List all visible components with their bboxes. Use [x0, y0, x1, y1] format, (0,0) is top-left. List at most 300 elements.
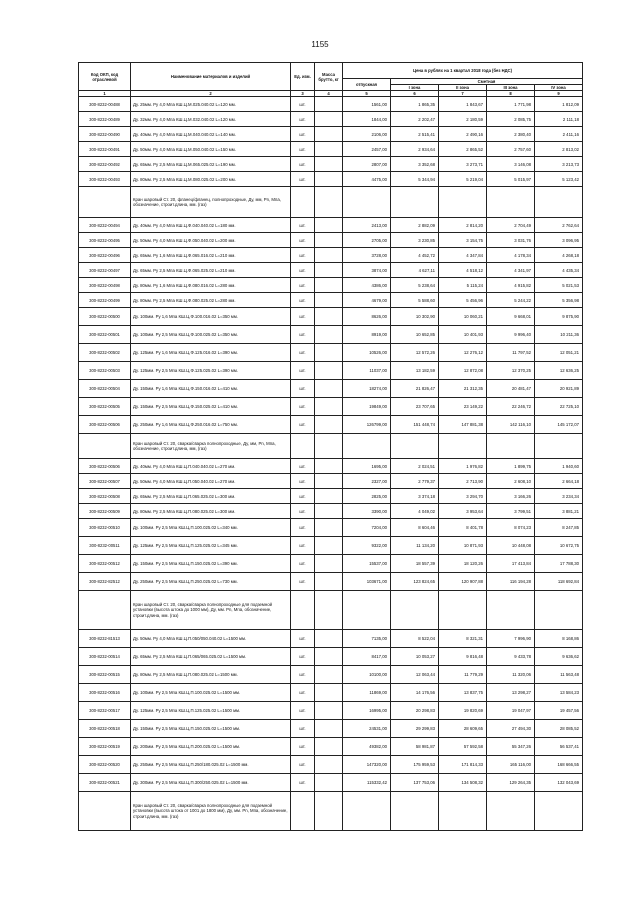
empty-cell: [391, 187, 439, 218]
section-row: [79, 434, 583, 459]
zone-1-price: 10 053,27: [391, 648, 439, 666]
zone-3-price: 142 116,10: [487, 416, 535, 434]
zone-2-price: 2 865,52: [439, 142, 487, 157]
page-number: 1155: [311, 40, 329, 49]
column-number: 4: [315, 91, 343, 97]
table-row: [79, 263, 583, 278]
empty-cell: [535, 792, 583, 831]
item-mass: [315, 519, 343, 537]
release-price: 1695,00: [343, 459, 391, 474]
item-unit: шт.: [291, 702, 315, 720]
zone-2-price: 2 180,59: [439, 112, 487, 127]
section-row: [79, 187, 583, 218]
table-row: [79, 233, 583, 248]
zone-4-price: 20 921,89: [535, 380, 583, 398]
zone-3-price: 3 799,51: [487, 504, 535, 519]
table-row: [79, 380, 583, 398]
empty-cell: [315, 591, 343, 630]
table-row: [79, 573, 583, 591]
item-mass: [315, 308, 343, 326]
item-name: Ду. 65мм. Ру 2,5 Мпа КШ.Ц.Ф.065.025.02 L=210 мм.: [131, 263, 291, 278]
release-price: 4386,00: [343, 278, 391, 293]
zone-1-price: 2 202,47: [391, 112, 439, 127]
zone-1-price: 2 779,37: [391, 474, 439, 489]
item-unit: шт.: [291, 648, 315, 666]
table-row: [79, 555, 583, 573]
zone-4-price: 12 636,25: [535, 362, 583, 380]
zone-2-price: 5 456,96: [439, 293, 487, 308]
price-table: [78, 62, 583, 831]
zone-4-price: 9 875,90: [535, 308, 583, 326]
zone-3-price: 7 996,90: [487, 630, 535, 648]
column-number: 9: [535, 91, 583, 97]
header-release-price: отпускная: [343, 79, 391, 91]
zone-3-price: 22 246,72: [487, 398, 535, 416]
item-code: 300-8232-00493: [79, 172, 131, 187]
header-code: Код ОКП, код отраслевой: [79, 63, 131, 91]
item-code: 300-8232-00488: [79, 97, 131, 112]
zone-1-price: 23 707,65: [391, 398, 439, 416]
zone-3-price: 8 074,23: [487, 519, 535, 537]
table-row: [79, 738, 583, 756]
zone-2-price: 1 976,82: [439, 459, 487, 474]
item-unit: шт.: [291, 573, 315, 591]
zone-2-price: 21 312,35: [439, 380, 487, 398]
item-name: Ду. 200мм. Ру 2,5 Мпа КШ.Ц.П.200.025.02 L=1500 мм.: [131, 738, 291, 756]
zone-1-price: 10 302,90: [391, 308, 439, 326]
item-mass: [315, 293, 343, 308]
table-row: [79, 142, 583, 157]
item-unit: шт.: [291, 263, 315, 278]
item-unit: шт.: [291, 720, 315, 738]
empty-cell: [535, 187, 583, 218]
item-mass: [315, 573, 343, 591]
zone-4-price: 2 664,18: [535, 474, 583, 489]
header-mass: Масса брутто, кг: [315, 63, 343, 91]
zone-2-price: 57 592,58: [439, 738, 487, 756]
table-row: [79, 362, 583, 380]
empty-cell: [79, 187, 131, 218]
item-name: Ду. 250мм. Ру 1,6 Мпа КШ.Ц.Ф.250.016.02 L=750 мм.: [131, 416, 291, 434]
item-code: 300-8232-00505: [79, 398, 131, 416]
table-row: [79, 127, 583, 142]
table-row: [79, 326, 583, 344]
release-price: 2106,00: [343, 127, 391, 142]
column-number: 5: [343, 91, 391, 97]
item-name: Ду. 125мм. Ру 2,5 Мпа КШ.Ц.П.125.025.02 L=1500 мм.: [131, 702, 291, 720]
item-name: Ду. 100мм. Ру 2,5 Мпа КШ.Ц.П.100.025.02 L=1500 мм.: [131, 684, 291, 702]
zone-2-price: 147 881,38: [439, 416, 487, 434]
release-price: 1844,00: [343, 112, 391, 127]
zone-4-price: 5 123,42: [535, 172, 583, 187]
item-name: Ду. 100мм. Ру 1,6 Мпа КШ.Ц.Ф.100.016.02 L=350 мм.: [131, 308, 291, 326]
zone-2-price: 120 907,88: [439, 573, 487, 591]
zone-2-price: 3 273,71: [439, 157, 487, 172]
release-price: 2457,00: [343, 142, 391, 157]
item-name: Ду. 100мм. Ру 2,5 Мпа КШ.Ц.Ф.100.025.02 L=350 мм.: [131, 326, 291, 344]
zone-1-price: 5 238,64: [391, 278, 439, 293]
column-number: 6: [391, 91, 439, 97]
zone-4-price: 19 457,56: [535, 702, 583, 720]
item-mass: [315, 666, 343, 684]
item-mass: [315, 738, 343, 756]
release-price: 3874,00: [343, 263, 391, 278]
item-name: Ду. 80мм. Ру 2,5 Мпа КШ.Ц.М.080.025.02 L=200 мм.: [131, 172, 291, 187]
item-code: 300-8232-00504: [79, 380, 131, 398]
zone-2-price: 4 347,84: [439, 248, 487, 263]
empty-cell: [343, 434, 391, 459]
item-code: 300-8232-00506: [79, 459, 131, 474]
item-code: 300-8232-00501: [79, 326, 131, 344]
item-name: Ду. 125мм. Ру 2,5 Мпа КШ.Ц.П.125.025.02 L=345 мм.: [131, 537, 291, 555]
item-name: Ду. 100мм. Ру 2,5 Мпа КШ.Ц.П.100.025.02 L=340 мм.: [131, 519, 291, 537]
zone-4-price: 8 247,85: [535, 519, 583, 537]
zone-3-price: 3 031,76: [487, 233, 535, 248]
zone-4-price: 22 725,10: [535, 398, 583, 416]
zone-4-price: 145 172,07: [535, 416, 583, 434]
item-mass: [315, 684, 343, 702]
item-name: Ду. 300мм. Ру 2,5 Мпа КШ.Ц.П.300/250.025.02 L=1500 мм.: [131, 774, 291, 792]
item-name: Ду. 80мм. Ру 2,5 Мпа КШ.Ц.П.080.025.02 L=300 мм.: [131, 504, 291, 519]
release-price: 16995,00: [343, 702, 391, 720]
zone-2-price: 28 609,65: [439, 720, 487, 738]
table-row: [79, 519, 583, 537]
zone-1-price: 123 824,65: [391, 573, 439, 591]
table-row: [79, 489, 583, 504]
item-mass: [315, 172, 343, 187]
table-row: [79, 648, 583, 666]
zone-3-price: 3 166,26: [487, 489, 535, 504]
zone-1-price: 8 604,46: [391, 519, 439, 537]
release-price: 10100,00: [343, 666, 391, 684]
zone-3-price: 9 668,01: [487, 308, 535, 326]
empty-cell: [391, 792, 439, 831]
release-price: 103671,00: [343, 573, 391, 591]
empty-cell: [343, 792, 391, 831]
zone-4-price: 28 085,52: [535, 720, 583, 738]
item-code: 300-8232-00518: [79, 720, 131, 738]
item-unit: шт.: [291, 398, 315, 416]
item-mass: [315, 702, 343, 720]
item-unit: шт.: [291, 474, 315, 489]
item-mass: [315, 474, 343, 489]
table-row: [79, 504, 583, 519]
header-estimate: Сметная: [391, 79, 583, 85]
zone-2-price: 3 294,70: [439, 489, 487, 504]
zone-4-price: 3 213,73: [535, 157, 583, 172]
release-price: 115332,42: [343, 774, 391, 792]
item-code: 300-8232-00500: [79, 308, 131, 326]
zone-3-price: 4 915,82: [487, 278, 535, 293]
item-mass: [315, 326, 343, 344]
empty-cell: [291, 591, 315, 630]
zone-4-price: 2 813,02: [535, 142, 583, 157]
zone-1-price: 151 448,74: [391, 416, 439, 434]
release-price: 2705,00: [343, 233, 391, 248]
empty-cell: [391, 434, 439, 459]
item-code: 300-8232-00492: [79, 157, 131, 172]
item-mass: [315, 157, 343, 172]
zone-1-price: 5 344,94: [391, 172, 439, 187]
zone-3-price: 27 494,30: [487, 720, 535, 738]
empty-cell: [439, 591, 487, 630]
item-unit: шт.: [291, 459, 315, 474]
zone-1-price: 1 865,35: [391, 97, 439, 112]
zone-4-price: 2 411,16: [535, 127, 583, 142]
zone-1-price: 18 557,39: [391, 555, 439, 573]
item-mass: [315, 774, 343, 792]
empty-cell: [79, 591, 131, 630]
item-unit: шт.: [291, 326, 315, 344]
item-code: 300-8232-00502: [79, 344, 131, 362]
empty-cell: [291, 187, 315, 218]
zone-4-price: 1 940,60: [535, 459, 583, 474]
item-mass: [315, 142, 343, 157]
release-price: 4475,00: [343, 172, 391, 187]
empty-cell: [79, 434, 131, 459]
release-price: 9322,00: [343, 537, 391, 555]
item-mass: [315, 278, 343, 293]
item-mass: [315, 233, 343, 248]
table-row: [79, 666, 583, 684]
item-unit: шт.: [291, 666, 315, 684]
zone-4-price: 13 584,23: [535, 684, 583, 702]
empty-cell: [315, 792, 343, 831]
empty-cell: [487, 434, 535, 459]
zone-4-price: 118 692,84: [535, 573, 583, 591]
release-price: 24531,00: [343, 720, 391, 738]
item-unit: шт.: [291, 278, 315, 293]
empty-cell: [439, 792, 487, 831]
empty-cell: [291, 792, 315, 831]
release-price: 7135,00: [343, 630, 391, 648]
zone-1-price: 12 572,26: [391, 344, 439, 362]
zone-3-price: 4 341,97: [487, 263, 535, 278]
zone-2-price: 18 120,26: [439, 555, 487, 573]
header-price-group: Цена в рублях на 1 квартал 2018 года (без НДС): [343, 63, 583, 79]
zone-2-price: 12 276,12: [439, 344, 487, 362]
table-row: [79, 344, 583, 362]
table-row: [79, 172, 583, 187]
empty-cell: [343, 591, 391, 630]
zone-3-price: 2 380,40: [487, 127, 535, 142]
column-number: 3: [291, 91, 315, 97]
header-zone-2: II зона: [439, 85, 487, 91]
table-row: [79, 97, 583, 112]
zone-2-price: 2 814,20: [439, 218, 487, 233]
zone-2-price: 11 779,29: [439, 666, 487, 684]
item-name: Ду. 80мм. Ру 2,5 Мпа КШ.Ц.Ф.080.025.02 L=280 мм.: [131, 293, 291, 308]
table-row: [79, 278, 583, 293]
table-row: [79, 459, 583, 474]
item-name: Ду. 65мм. Ру 2,5 Мпа КШ.Ц.М.065.025.02 L=190 мм.: [131, 157, 291, 172]
item-name: Ду. 50мм. Ру 4,0 Мпа КШ.Ц.Ф.050.040.02 L=200 мм.: [131, 233, 291, 248]
zone-2-price: 2 490,16: [439, 127, 487, 142]
zone-3-price: 2 757,60: [487, 142, 535, 157]
table-row: [79, 684, 583, 702]
zone-2-price: 8 321,31: [439, 630, 487, 648]
item-name: Ду. 32мм. Ру 4,0 Мпа КШ.Ц.М.032.040.02 L=120 мм.: [131, 112, 291, 127]
item-unit: шт.: [291, 308, 315, 326]
zone-1-price: 13 182,59: [391, 362, 439, 380]
section-row: [79, 591, 583, 630]
item-code: 300-8232-00519: [79, 738, 131, 756]
zone-4-price: 5 021,53: [535, 278, 583, 293]
column-number: 2: [131, 91, 291, 97]
item-mass: [315, 380, 343, 398]
zone-3-price: 12 370,25: [487, 362, 535, 380]
item-unit: шт.: [291, 684, 315, 702]
item-name: Ду. 50мм. Ру 4,0 Мпа КШ.Ц.М.050.040.02 L=150 мм.: [131, 142, 291, 157]
item-unit: шт.: [291, 172, 315, 187]
item-mass: [315, 263, 343, 278]
zone-3-price: 3 146,08: [487, 157, 535, 172]
item-mass: [315, 362, 343, 380]
empty-cell: [535, 591, 583, 630]
zone-4-price: 1 812,09: [535, 97, 583, 112]
zone-3-price: 5 015,97: [487, 172, 535, 187]
release-price: 10526,00: [343, 344, 391, 362]
table-row: [79, 537, 583, 555]
zone-3-price: 55 347,26: [487, 738, 535, 756]
release-price: 2825,00: [343, 489, 391, 504]
release-price: 2327,00: [343, 474, 391, 489]
release-price: 15537,00: [343, 555, 391, 573]
item-name: Ду. 80мм. Ру 1,6 Мпа КШ.Ц.Ф.080.016.02 L=280 мм.: [131, 278, 291, 293]
zone-4-price: 5 356,98: [535, 293, 583, 308]
item-unit: шт.: [291, 380, 315, 398]
release-price: 11037,00: [343, 362, 391, 380]
zone-2-price: 1 843,67: [439, 97, 487, 112]
release-price: 8919,00: [343, 326, 391, 344]
zone-2-price: 9 816,48: [439, 648, 487, 666]
item-name: Ду. 150мм. Ру 1,6 Мпа КШ.Ц.Ф.150.016.02 L=410 мм.: [131, 380, 291, 398]
zone-1-price: 4 049,02: [391, 504, 439, 519]
zone-3-price: 19 047,97: [487, 702, 535, 720]
item-unit: шт.: [291, 738, 315, 756]
item-unit: шт.: [291, 344, 315, 362]
zone-4-price: 168 666,55: [535, 756, 583, 774]
header-name: Наименование материалов и изделий: [131, 63, 291, 91]
item-unit: шт.: [291, 489, 315, 504]
item-code: 300-8232-00498: [79, 278, 131, 293]
zone-1-price: 175 959,53: [391, 756, 439, 774]
zone-1-price: 5 588,60: [391, 293, 439, 308]
zone-1-price: 11 134,20: [391, 537, 439, 555]
item-mass: [315, 112, 343, 127]
item-code: 300-8232-00521: [79, 774, 131, 792]
item-name: Ду. 80мм. Ру 2,5 Мпа КШ.Ц.П.080.025.02 L=1500 мм.: [131, 666, 291, 684]
zone-1-price: 14 176,56: [391, 684, 439, 702]
zone-2-price: 10 060,21: [439, 308, 487, 326]
zone-4-price: 4 268,18: [535, 248, 583, 263]
item-unit: шт.: [291, 537, 315, 555]
zone-1-price: 20 298,83: [391, 702, 439, 720]
zone-1-price: 3 230,85: [391, 233, 439, 248]
item-mass: [315, 720, 343, 738]
item-mass: [315, 97, 343, 112]
release-price: 4679,00: [343, 293, 391, 308]
item-unit: шт.: [291, 142, 315, 157]
release-price: 8417,00: [343, 648, 391, 666]
item-code: 300-8232-00496: [79, 248, 131, 263]
zone-3-price: 20 481,47: [487, 380, 535, 398]
item-mass: [315, 630, 343, 648]
table-row: [79, 630, 583, 648]
zone-2-price: 5 219,04: [439, 172, 487, 187]
item-mass: [315, 489, 343, 504]
table-row: [79, 293, 583, 308]
zone-1-price: 12 063,44: [391, 666, 439, 684]
zone-2-price: 3 953,64: [439, 504, 487, 519]
zone-4-price: 3 096,95: [535, 233, 583, 248]
item-name: Ду. 50мм. Ру 4,0 Мпа КШ.Ц.П.050.040.02 L=270 мм.: [131, 474, 291, 489]
zone-4-price: 2 762,64: [535, 218, 583, 233]
item-mass: [315, 504, 343, 519]
item-unit: шт.: [291, 555, 315, 573]
item-unit: шт.: [291, 416, 315, 434]
zone-2-price: 10 871,93: [439, 537, 487, 555]
empty-cell: [315, 434, 343, 459]
empty-cell: [439, 434, 487, 459]
item-unit: шт.: [291, 248, 315, 263]
item-name: Ду. 65мм. Ру 1,6 Мпа КШ.Ц.Ф.065.016.02 L=210 мм.: [131, 248, 291, 263]
column-number: 7: [439, 91, 487, 97]
item-name: Ду. 40мм. Ру 4,0 Мпа КШ.Ц.М.040.040.02 L=140 мм.: [131, 127, 291, 142]
release-price: 2807,00: [343, 157, 391, 172]
table-row: [79, 248, 583, 263]
item-code: 300-8232-00491: [79, 142, 131, 157]
item-code: 300-8232-81513: [79, 630, 131, 648]
item-unit: шт.: [291, 127, 315, 142]
zone-4-price: 10 211,36: [535, 326, 583, 344]
item-unit: шт.: [291, 293, 315, 308]
item-mass: [315, 416, 343, 434]
item-code: 300-8232-00517: [79, 702, 131, 720]
item-mass: [315, 127, 343, 142]
item-code: 300-8232-00512: [79, 555, 131, 573]
empty-cell: [439, 187, 487, 218]
zone-3-price: 165 116,00: [487, 756, 535, 774]
item-unit: шт.: [291, 756, 315, 774]
item-unit: шт.: [291, 218, 315, 233]
zone-4-price: 17 788,30: [535, 555, 583, 573]
zone-3-price: 2 608,10: [487, 474, 535, 489]
item-code: 300-8232-00514: [79, 648, 131, 666]
zone-3-price: 13 298,27: [487, 684, 535, 702]
item-name: Ду. 250мм. Ру 2,5 Мпа КШ.Ц.П.250.025.02 L=730 мм.: [131, 573, 291, 591]
zone-4-price: 4 435,34: [535, 263, 583, 278]
release-price: 3390,00: [343, 504, 391, 519]
zone-1-price: 21 826,47: [391, 380, 439, 398]
zone-3-price: 11 320,06: [487, 666, 535, 684]
item-unit: шт.: [291, 157, 315, 172]
zone-3-price: 4 178,34: [487, 248, 535, 263]
item-code: 300-8232-00510: [79, 519, 131, 537]
item-name: Ду. 25мм. Ру 4,0 Мпа КШ.Ц.М.025.040.02 L=120 мм.: [131, 97, 291, 112]
zone-4-price: 2 111,18: [535, 112, 583, 127]
item-name: Ду. 50мм. Ру 4,0 Мпа КШ.Ц.П.050/050.040.02 L=1500 мм.: [131, 630, 291, 648]
zone-2-price: 23 149,22: [439, 398, 487, 416]
item-code: 300-8232-00506: [79, 416, 131, 434]
item-mass: [315, 248, 343, 263]
item-name: Ду. 40мм. Ру 4,0 Мпа КШ.Ц.Ф.040.040.02 L=180 мм.: [131, 218, 291, 233]
zone-2-price: 5 115,24: [439, 278, 487, 293]
zone-2-price: 171 814,33: [439, 756, 487, 774]
item-mass: [315, 756, 343, 774]
item-name: Ду. 250мм. Ру 2,5 Мпа КШ.Ц.П.250/180.025.02 L=1500 мм.: [131, 756, 291, 774]
item-name: Ду. 125мм. Ру 2,5 Мпа КШ.Ц.Ф.125.025.02 L=390 мм.: [131, 362, 291, 380]
